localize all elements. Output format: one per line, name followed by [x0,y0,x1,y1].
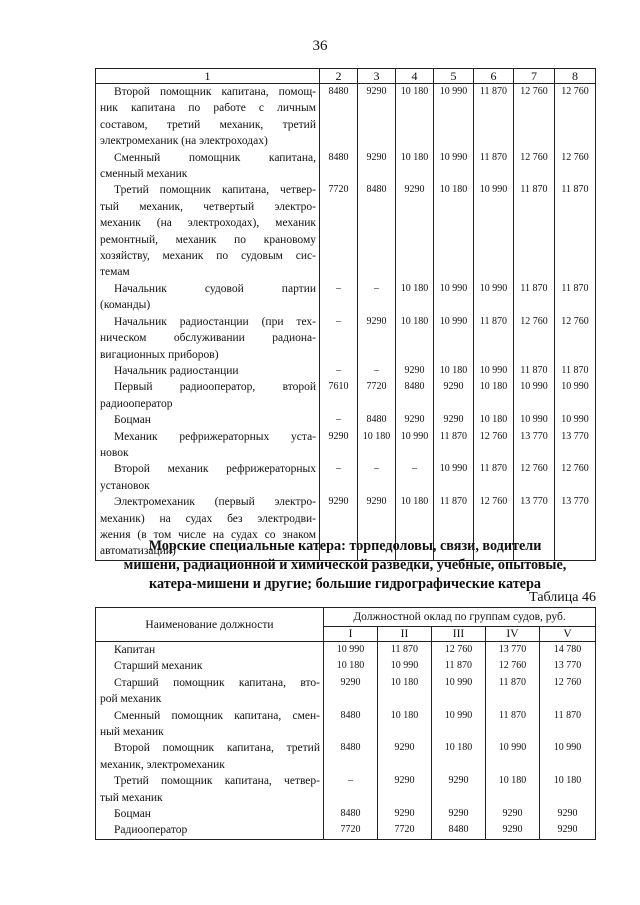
salary-value: 9290 [434,412,474,428]
position-name-line: ремонтный, механик по крановому [100,233,316,246]
position-name-line: хозяйству, механик по судовым сис- [100,250,316,263]
position-name-line: Боцман [114,808,151,821]
salary-value: 10 990 [486,740,540,773]
salary-value: – [320,461,358,494]
salary-value: 13 770 [486,642,540,659]
salary-value: 10 180 [358,429,396,462]
salary-value: 10 180 [396,84,434,150]
position-name [96,363,320,379]
salary-value: 10 990 [434,281,474,314]
salary-value: 10 990 [434,150,474,183]
salary-value: 10 990 [324,642,378,659]
column-number-header: 4 [396,69,434,84]
salary-value: 11 870 [432,658,486,674]
position-name-line: Начальник радиостанции (при тех- [114,315,316,328]
position-name [96,773,324,806]
position-name-line: Первый радиооператор, второй [114,381,316,394]
position-name [96,806,324,822]
salary-value: 8480 [324,708,378,741]
heading-line: катера-мишени и другие; большие гидрографические катера [149,576,541,592]
group-number-header: V [540,627,596,642]
table-row [96,461,596,494]
position-name-line: тый механик [100,791,163,804]
position-name-line: тый механик, четвертый электро- [100,200,316,213]
position-name-line: жения (в том числе на судах со знаком [100,528,316,541]
salary-value: 9290 [432,806,486,822]
salary-value: 12 760 [540,675,596,708]
table-row [96,822,596,839]
position-name-header: Наименование должности [96,608,324,642]
salary-value: 11 870 [514,363,555,379]
column-number-header: 6 [474,69,514,84]
salary-value: 10 180 [396,494,434,560]
position-name [96,740,324,773]
table-row [96,642,596,659]
position-name-line: ник капитана по работе с личным [100,102,316,115]
salary-value: 7720 [324,822,378,839]
salary-value: 13 770 [540,658,596,674]
position-name [96,182,320,280]
salary-value: 9290 [396,363,434,379]
table-label: Таблица 46 [529,590,596,605]
table-row [96,675,596,708]
position-name-line: электромеханик (на электроходах) [100,135,268,148]
heading-line: Морские специальные катера: торпедоловы, связи, водители [148,538,542,554]
position-name-line: автоматизации) [100,545,176,558]
position-name-line: Боцман [114,414,151,427]
column-number-header: 3 [358,69,396,84]
salary-value: 9290 [378,740,432,773]
salary-value: 11 870 [514,182,555,280]
position-name-line: механик, электромеханик [100,758,225,771]
salary-value: 8480 [320,150,358,183]
salary-value: 13 770 [555,429,596,462]
salary-value: 9290 [434,379,474,412]
salary-value: 11 870 [474,84,514,150]
salary-value: 9290 [396,182,434,280]
salary-value: 7720 [358,379,396,412]
salary-value: 13 770 [514,429,555,462]
salary-value: 10 990 [434,461,474,494]
salary-value: 14 780 [540,642,596,659]
salary-value: – [358,461,396,494]
salary-value: 10 180 [474,379,514,412]
salary-value: – [358,281,396,314]
salary-value: 7720 [378,822,432,839]
salary-value: 12 760 [486,658,540,674]
salary-value: 8480 [324,740,378,773]
position-name-line: составом, третий механик, третий [100,118,316,131]
group-number-header: I [324,627,378,642]
position-name-line: радиооператор [100,397,173,410]
table-row [96,379,596,412]
table-46 [95,607,596,840]
position-name-line: Сменный помощник капитана, смен- [114,709,320,722]
salary-value: 10 990 [396,429,434,462]
salary-value: 10 180 [432,740,486,773]
position-name-line: вигационных приборов) [100,348,219,361]
salary-value: 13 770 [555,494,596,560]
salary-value: 8480 [320,84,358,150]
salary-table-continued [95,68,596,561]
position-name-line: Начальник судовой партии [114,282,316,295]
column-number-header: 5 [434,69,474,84]
position-name-line: Второй помощник капитана, помощ- [114,86,316,98]
table-row [96,740,596,773]
salary-value: 11 870 [434,429,474,462]
salary-value: 9290 [540,822,596,839]
group-number-header: II [378,627,432,642]
position-name-line: Электромеханик (первый электро- [114,496,316,509]
salary-value: 12 760 [474,429,514,462]
position-name-line: рой механик [100,693,162,706]
position-name [96,675,324,708]
salary-value: 11 870 [486,708,540,741]
salary-value: 9290 [324,675,378,708]
table-row [96,773,596,806]
salary-value: 10 180 [378,708,432,741]
position-name-line: новок [100,446,129,459]
position-name-line: Старший механик [114,660,203,673]
salary-value: 8480 [324,806,378,822]
salary-value: 9290 [432,773,486,806]
position-name [96,84,320,150]
column-number-header: 1 [96,69,320,84]
position-name [96,658,324,674]
salary-value: 10 180 [434,363,474,379]
position-name-line: Третий помощник капитана, четвер- [114,184,316,197]
position-name [96,708,324,741]
salary-value: 9290 [320,494,358,560]
position-name-line: Радиооператор [114,824,188,837]
salary-value: 8480 [358,182,396,280]
salary-value: 12 760 [555,150,596,183]
salary-value: – [324,773,378,806]
salary-value: 10 990 [432,675,486,708]
salary-value: 11 870 [555,182,596,280]
salary-value: 11 870 [474,150,514,183]
table-row [96,182,596,280]
salary-value: 10 180 [486,773,540,806]
salary-value: – [320,363,358,379]
table-row [96,806,596,822]
position-name-line: (команды) [100,299,151,312]
salary-value: 10 990 [474,182,514,280]
position-name-line: установок [100,479,150,492]
position-name [96,412,320,428]
salary-value: 12 760 [514,461,555,494]
salary-value: 9290 [486,822,540,839]
salary-value: 9290 [358,84,396,150]
salary-value: 10 990 [474,363,514,379]
column-number-row [96,69,596,84]
table-row [96,281,596,314]
salary-value: 12 760 [514,84,555,150]
position-name [96,150,320,183]
salary-value: 9290 [358,494,396,560]
salary-value: 11 870 [474,461,514,494]
position-name-line: Второй механик рефрижераторных [114,463,316,476]
position-name-line: темам [100,266,130,279]
table-row [96,314,596,363]
salary-value: 10 180 [474,412,514,428]
salary-value: 10 990 [514,412,555,428]
salary-value: 10 180 [396,281,434,314]
salary-value: 10 990 [434,314,474,363]
salary-value: 12 760 [555,461,596,494]
salary-value: 10 990 [432,708,486,741]
salary-value: 11 870 [555,281,596,314]
column-number-header: 8 [555,69,596,84]
salary-value: – [320,314,358,363]
salary-value: 11 870 [486,675,540,708]
position-name [96,281,320,314]
salary-value: 9290 [320,429,358,462]
salary-value: 10 990 [514,379,555,412]
page-number: 36 [312,38,328,54]
salary-value: 12 760 [555,84,596,150]
salary-value: 9290 [396,412,434,428]
salary-value: 10 180 [396,150,434,183]
column-number-header: 7 [514,69,555,84]
salary-value: 11 870 [474,314,514,363]
salary-value: 11 870 [378,642,432,659]
salary-value: 10 990 [434,84,474,150]
salary-value: 10 180 [378,675,432,708]
section-heading [95,537,595,594]
salary-value: 13 770 [514,494,555,560]
table-row [96,658,596,674]
salary-value: 10 180 [396,314,434,363]
salary-value: 12 760 [432,642,486,659]
position-name [96,642,324,659]
salary-value: – [396,461,434,494]
salary-value: 7610 [320,379,358,412]
salary-value: 9290 [486,806,540,822]
table-row [96,84,596,150]
position-name-line: механик) на судах без электродви- [100,512,316,525]
table-row [96,429,596,462]
salary-value: 9290 [378,806,432,822]
position-name-line: ническом обслуживании радиона- [100,332,316,345]
table-row [96,150,596,183]
position-name-line: Третий помощник капитана, четвер- [114,775,320,788]
table-row [96,708,596,741]
position-name [96,379,320,412]
group-number-header: III [432,627,486,642]
salary-value: 10 180 [324,658,378,674]
salary-value: 7720 [320,182,358,280]
position-name-line: сменный механик [100,168,188,181]
salary-value: 9290 [540,806,596,822]
column-number-header: 2 [320,69,358,84]
position-name-line: Механик рефрижераторных уста- [114,430,316,443]
position-name-line: Сменный помощник капитана, [114,151,316,164]
position-name-line: Старший помощник капитана, вто- [114,676,320,689]
salary-value: 11 870 [434,494,474,560]
salary-value: 11 870 [514,281,555,314]
position-name [96,822,324,839]
salary-group-header: Должностной оклад по группам судов, руб. [324,608,596,627]
salary-value: 10 180 [434,182,474,280]
salary-value: 10 180 [540,773,596,806]
salary-value: 12 760 [514,150,555,183]
group-number-header: IV [486,627,540,642]
salary-value: 9290 [378,773,432,806]
position-name-line: Второй помощник капитана, третий [114,742,320,755]
salary-value: 12 760 [555,314,596,363]
position-name-line: механик (на электроходах), механик [100,217,316,230]
position-name [96,314,320,363]
salary-value: – [320,281,358,314]
salary-value: – [320,412,358,428]
salary-value: – [358,363,396,379]
salary-value: 10 990 [555,379,596,412]
table-row [96,363,596,379]
salary-value: 8480 [432,822,486,839]
position-name [96,461,320,494]
salary-value: 10 990 [555,412,596,428]
salary-value: 10 990 [474,281,514,314]
position-name-line: Начальник радиостанции [114,364,239,377]
position-name-line: Капитан [114,644,156,656]
salary-value: 10 990 [378,658,432,674]
position-name-line: ный механик [100,726,164,739]
salary-value: 12 760 [474,494,514,560]
salary-value: 10 990 [540,740,596,773]
salary-value: 9290 [358,150,396,183]
heading-line: мишени, радиационной и химической разведки, учебные, опытовые, [123,557,567,573]
salary-value: 11 870 [540,708,596,741]
table-row [96,412,596,428]
salary-value: 12 760 [514,314,555,363]
salary-value: 9290 [358,314,396,363]
salary-value: 11 870 [555,363,596,379]
position-name [96,429,320,462]
salary-value: 8480 [396,379,434,412]
salary-value: 8480 [358,412,396,428]
